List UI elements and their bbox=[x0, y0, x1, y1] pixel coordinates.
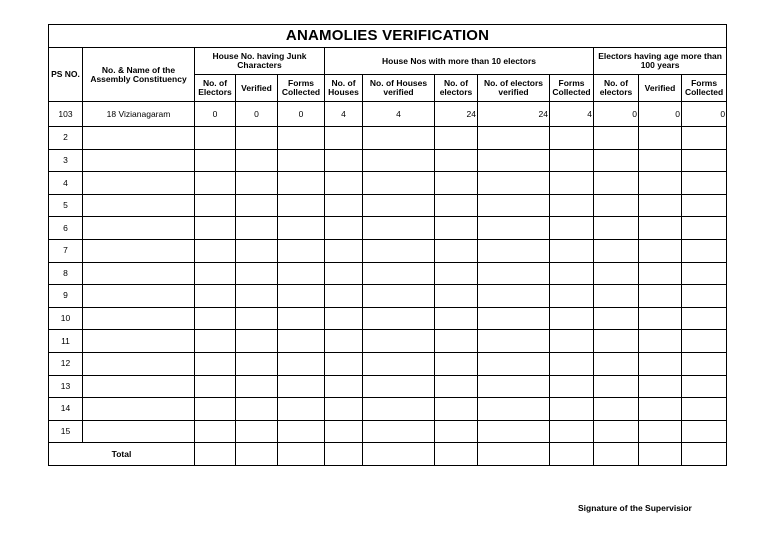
junk-forms-cell bbox=[278, 217, 325, 240]
total-cell bbox=[278, 443, 325, 466]
age-verified-cell bbox=[639, 194, 682, 217]
age-electors-cell bbox=[594, 217, 639, 240]
age-forms-cell: 0 bbox=[682, 102, 727, 127]
houses-forms-cell bbox=[550, 307, 594, 330]
houses-electors-verified-cell bbox=[478, 194, 550, 217]
houses-verified-cell bbox=[363, 375, 435, 398]
age-forms-cell bbox=[682, 127, 727, 150]
assembly-cell bbox=[83, 330, 195, 353]
assembly-cell bbox=[83, 172, 195, 195]
houses-electors-cell bbox=[435, 194, 478, 217]
table-row bbox=[49, 239, 727, 262]
age-verified-cell bbox=[639, 375, 682, 398]
houses-no-cell bbox=[325, 285, 363, 308]
age-electors-cell bbox=[594, 375, 639, 398]
verification-table bbox=[48, 24, 727, 466]
assembly-cell bbox=[83, 420, 195, 443]
assembly-cell bbox=[83, 194, 195, 217]
houses-electors-verified-cell bbox=[478, 398, 550, 421]
junk-verified-cell bbox=[236, 127, 278, 150]
ps-no-cell: 103 bbox=[49, 102, 83, 127]
junk-electors-cell bbox=[195, 352, 236, 375]
junk-electors-cell bbox=[195, 285, 236, 308]
houses-electors-verified-cell: 24 bbox=[478, 102, 550, 127]
junk-forms-cell bbox=[278, 194, 325, 217]
total-cell bbox=[363, 443, 435, 466]
total-cell bbox=[435, 443, 478, 466]
age-verified-cell bbox=[639, 307, 682, 330]
houses-forms-cell bbox=[550, 172, 594, 195]
houses-electors-cell bbox=[435, 330, 478, 353]
houses-electors-verified-cell bbox=[478, 352, 550, 375]
houses-electors-cell bbox=[435, 352, 478, 375]
assembly-cell bbox=[83, 127, 195, 150]
age-electors-cell bbox=[594, 330, 639, 353]
ps-no-cell: 8 bbox=[49, 262, 83, 285]
supervisor-signature-label: Signature of the Supervisior bbox=[578, 503, 692, 513]
houses-electors-cell bbox=[435, 127, 478, 150]
age-forms-cell bbox=[682, 194, 727, 217]
junk-forms-cell bbox=[278, 172, 325, 195]
houses-electors-verified-cell bbox=[478, 285, 550, 308]
houses-verified-cell bbox=[363, 352, 435, 375]
age-forms-cell bbox=[682, 285, 727, 308]
table-row bbox=[49, 285, 727, 308]
junk-electors-cell bbox=[195, 217, 236, 240]
age-electors-cell bbox=[594, 352, 639, 375]
houses-electors-cell bbox=[435, 172, 478, 195]
houses-forms-cell bbox=[550, 420, 594, 443]
total-cell bbox=[478, 443, 550, 466]
houses-electors-cell: 24 bbox=[435, 102, 478, 127]
header-houses-forms-collected: Forms Collected bbox=[550, 75, 594, 102]
assembly-cell bbox=[83, 307, 195, 330]
houses-no-cell bbox=[325, 307, 363, 330]
ps-no-cell: 13 bbox=[49, 375, 83, 398]
houses-electors-verified-cell bbox=[478, 172, 550, 195]
junk-forms-cell: 0 bbox=[278, 102, 325, 127]
houses-forms-cell bbox=[550, 149, 594, 172]
junk-verified-cell bbox=[236, 375, 278, 398]
junk-verified-cell bbox=[236, 262, 278, 285]
houses-forms-cell bbox=[550, 375, 594, 398]
table-row bbox=[49, 262, 727, 285]
header-age-no-of-electors: No. of electors bbox=[594, 75, 639, 102]
junk-electors-cell bbox=[195, 127, 236, 150]
age-verified-cell bbox=[639, 239, 682, 262]
houses-electors-cell bbox=[435, 307, 478, 330]
ps-no-cell: 14 bbox=[49, 398, 83, 421]
houses-electors-verified-cell bbox=[478, 127, 550, 150]
junk-verified-cell bbox=[236, 307, 278, 330]
houses-verified-cell bbox=[363, 307, 435, 330]
junk-forms-cell bbox=[278, 375, 325, 398]
age-verified-cell bbox=[639, 217, 682, 240]
age-electors-cell bbox=[594, 262, 639, 285]
table-row bbox=[49, 102, 727, 127]
houses-forms-cell bbox=[550, 262, 594, 285]
table-row bbox=[49, 375, 727, 398]
age-verified-cell bbox=[639, 127, 682, 150]
total-cell bbox=[236, 443, 278, 466]
assembly-cell bbox=[83, 352, 195, 375]
table-row bbox=[49, 217, 727, 240]
junk-forms-cell bbox=[278, 398, 325, 421]
ps-no-cell: 10 bbox=[49, 307, 83, 330]
junk-electors-cell bbox=[195, 420, 236, 443]
junk-electors-cell bbox=[195, 149, 236, 172]
sheet-title: ANAMOLIES VERIFICATION bbox=[49, 25, 727, 48]
junk-forms-cell bbox=[278, 149, 325, 172]
header-assembly-constituency: No. & Name of the Assembly Constituency bbox=[83, 48, 195, 102]
houses-electors-cell bbox=[435, 285, 478, 308]
junk-verified-cell bbox=[236, 330, 278, 353]
houses-verified-cell bbox=[363, 262, 435, 285]
age-verified-cell bbox=[639, 352, 682, 375]
houses-verified-cell bbox=[363, 127, 435, 150]
houses-electors-cell bbox=[435, 420, 478, 443]
age-electors-cell bbox=[594, 239, 639, 262]
houses-electors-verified-cell bbox=[478, 262, 550, 285]
junk-electors-cell bbox=[195, 262, 236, 285]
total-cell bbox=[682, 443, 727, 466]
total-cell bbox=[594, 443, 639, 466]
houses-verified-cell bbox=[363, 330, 435, 353]
junk-forms-cell bbox=[278, 352, 325, 375]
junk-verified-cell bbox=[236, 217, 278, 240]
age-electors-cell bbox=[594, 307, 639, 330]
houses-forms-cell bbox=[550, 352, 594, 375]
header-houses-verified: No. of Houses verified bbox=[363, 75, 435, 102]
ps-no-cell: 12 bbox=[49, 352, 83, 375]
junk-forms-cell bbox=[278, 239, 325, 262]
header-junk-no-of-electors: No. of Electors bbox=[195, 75, 236, 102]
assembly-cell bbox=[83, 149, 195, 172]
header-age-verified: Verified bbox=[639, 75, 682, 102]
ps-no-cell: 5 bbox=[49, 194, 83, 217]
junk-electors-cell: 0 bbox=[195, 102, 236, 127]
houses-electors-verified-cell bbox=[478, 149, 550, 172]
houses-verified-cell bbox=[363, 398, 435, 421]
houses-verified-cell bbox=[363, 285, 435, 308]
houses-electors-verified-cell bbox=[478, 375, 550, 398]
houses-verified-cell bbox=[363, 420, 435, 443]
junk-forms-cell bbox=[278, 127, 325, 150]
junk-verified-cell bbox=[236, 149, 278, 172]
junk-verified-cell bbox=[236, 285, 278, 308]
header-age-forms-collected: Forms Collected bbox=[682, 75, 727, 102]
junk-electors-cell bbox=[195, 239, 236, 262]
houses-verified-cell bbox=[363, 149, 435, 172]
houses-verified-cell bbox=[363, 239, 435, 262]
table-row bbox=[49, 307, 727, 330]
junk-forms-cell bbox=[278, 285, 325, 308]
houses-verified-cell bbox=[363, 194, 435, 217]
houses-no-cell bbox=[325, 330, 363, 353]
junk-verified-cell bbox=[236, 194, 278, 217]
junk-verified-cell bbox=[236, 352, 278, 375]
table-row bbox=[49, 149, 727, 172]
houses-forms-cell bbox=[550, 239, 594, 262]
houses-no-cell bbox=[325, 149, 363, 172]
ps-no-cell: 6 bbox=[49, 217, 83, 240]
houses-electors-cell bbox=[435, 149, 478, 172]
junk-verified-cell bbox=[236, 398, 278, 421]
houses-no-cell: 4 bbox=[325, 102, 363, 127]
houses-electors-verified-cell bbox=[478, 330, 550, 353]
ps-no-cell: 11 bbox=[49, 330, 83, 353]
houses-electors-cell bbox=[435, 375, 478, 398]
age-forms-cell bbox=[682, 307, 727, 330]
houses-no-cell bbox=[325, 217, 363, 240]
houses-verified-cell bbox=[363, 217, 435, 240]
age-forms-cell bbox=[682, 420, 727, 443]
assembly-cell bbox=[83, 262, 195, 285]
ps-no-cell: 4 bbox=[49, 172, 83, 195]
houses-no-cell bbox=[325, 127, 363, 150]
houses-electors-verified-cell bbox=[478, 217, 550, 240]
assembly-cell bbox=[83, 398, 195, 421]
header-ps-no: PS NO. bbox=[49, 48, 83, 102]
houses-forms-cell bbox=[550, 217, 594, 240]
junk-verified-cell bbox=[236, 172, 278, 195]
age-electors-cell bbox=[594, 127, 639, 150]
age-electors-cell bbox=[594, 172, 639, 195]
header-junk-forms-collected: Forms Collected bbox=[278, 75, 325, 102]
age-electors-cell bbox=[594, 194, 639, 217]
age-verified-cell bbox=[639, 262, 682, 285]
houses-no-cell bbox=[325, 352, 363, 375]
header-group-houses-more-than-10: House Nos with more than 10 electors bbox=[325, 48, 594, 75]
age-verified-cell bbox=[639, 285, 682, 308]
table-row bbox=[49, 127, 727, 150]
age-forms-cell bbox=[682, 375, 727, 398]
total-cell bbox=[325, 443, 363, 466]
junk-forms-cell bbox=[278, 307, 325, 330]
houses-electors-cell bbox=[435, 262, 478, 285]
houses-forms-cell bbox=[550, 194, 594, 217]
junk-electors-cell bbox=[195, 398, 236, 421]
header-houses-electors-verified: No. of electors verified bbox=[478, 75, 550, 102]
age-electors-cell bbox=[594, 149, 639, 172]
junk-electors-cell bbox=[195, 172, 236, 195]
ps-no-cell: 2 bbox=[49, 127, 83, 150]
ps-no-cell: 15 bbox=[49, 420, 83, 443]
ps-no-cell: 9 bbox=[49, 285, 83, 308]
table-row bbox=[49, 330, 727, 353]
age-electors-cell: 0 bbox=[594, 102, 639, 127]
age-forms-cell bbox=[682, 398, 727, 421]
houses-no-cell bbox=[325, 375, 363, 398]
age-electors-cell bbox=[594, 285, 639, 308]
age-electors-cell bbox=[594, 420, 639, 443]
age-verified-cell bbox=[639, 172, 682, 195]
total-label: Total bbox=[49, 443, 195, 466]
houses-electors-verified-cell bbox=[478, 239, 550, 262]
total-cell bbox=[550, 443, 594, 466]
total-row bbox=[49, 443, 727, 466]
houses-forms-cell: 4 bbox=[550, 102, 594, 127]
age-forms-cell bbox=[682, 172, 727, 195]
age-forms-cell bbox=[682, 352, 727, 375]
table-row bbox=[49, 352, 727, 375]
header-group-age-over-100: Electors having age more than 100 years bbox=[594, 48, 727, 75]
age-forms-cell bbox=[682, 330, 727, 353]
header-junk-verified: Verified bbox=[236, 75, 278, 102]
table-row bbox=[49, 420, 727, 443]
junk-electors-cell bbox=[195, 194, 236, 217]
table-row bbox=[49, 398, 727, 421]
houses-no-cell bbox=[325, 194, 363, 217]
houses-verified-cell bbox=[363, 172, 435, 195]
ps-no-cell: 7 bbox=[49, 239, 83, 262]
ps-no-cell: 3 bbox=[49, 149, 83, 172]
age-forms-cell bbox=[682, 149, 727, 172]
junk-verified-cell bbox=[236, 239, 278, 262]
houses-forms-cell bbox=[550, 285, 594, 308]
junk-electors-cell bbox=[195, 330, 236, 353]
junk-electors-cell bbox=[195, 307, 236, 330]
houses-verified-cell: 4 bbox=[363, 102, 435, 127]
houses-no-cell bbox=[325, 172, 363, 195]
table-row bbox=[49, 194, 727, 217]
junk-forms-cell bbox=[278, 420, 325, 443]
houses-no-cell bbox=[325, 420, 363, 443]
junk-forms-cell bbox=[278, 262, 325, 285]
age-verified-cell bbox=[639, 398, 682, 421]
houses-no-cell bbox=[325, 239, 363, 262]
age-verified-cell bbox=[639, 330, 682, 353]
assembly-cell bbox=[83, 217, 195, 240]
houses-electors-verified-cell bbox=[478, 420, 550, 443]
junk-electors-cell bbox=[195, 375, 236, 398]
houses-no-cell bbox=[325, 398, 363, 421]
houses-electors-cell bbox=[435, 217, 478, 240]
age-verified-cell bbox=[639, 420, 682, 443]
age-forms-cell bbox=[682, 239, 727, 262]
houses-no-cell bbox=[325, 262, 363, 285]
houses-electors-verified-cell bbox=[478, 307, 550, 330]
houses-forms-cell bbox=[550, 127, 594, 150]
age-forms-cell bbox=[682, 217, 727, 240]
header-houses-no-of-electors: No. of electors bbox=[435, 75, 478, 102]
assembly-cell: 18 Vizianagaram bbox=[83, 102, 195, 127]
header-houses-no-of-houses: No. of Houses bbox=[325, 75, 363, 102]
junk-verified-cell: 0 bbox=[236, 102, 278, 127]
age-verified-cell bbox=[639, 149, 682, 172]
assembly-cell bbox=[83, 375, 195, 398]
header-group-junk-characters: House No. having Junk Characters bbox=[195, 48, 325, 75]
total-cell bbox=[639, 443, 682, 466]
houses-forms-cell bbox=[550, 330, 594, 353]
age-verified-cell: 0 bbox=[639, 102, 682, 127]
assembly-cell bbox=[83, 239, 195, 262]
houses-forms-cell bbox=[550, 398, 594, 421]
age-forms-cell bbox=[682, 262, 727, 285]
junk-forms-cell bbox=[278, 330, 325, 353]
houses-electors-cell bbox=[435, 398, 478, 421]
anomalies-verification-sheet bbox=[48, 24, 726, 466]
junk-verified-cell bbox=[236, 420, 278, 443]
assembly-cell bbox=[83, 285, 195, 308]
houses-electors-cell bbox=[435, 239, 478, 262]
total-cell bbox=[195, 443, 236, 466]
table-row bbox=[49, 172, 727, 195]
age-electors-cell bbox=[594, 398, 639, 421]
